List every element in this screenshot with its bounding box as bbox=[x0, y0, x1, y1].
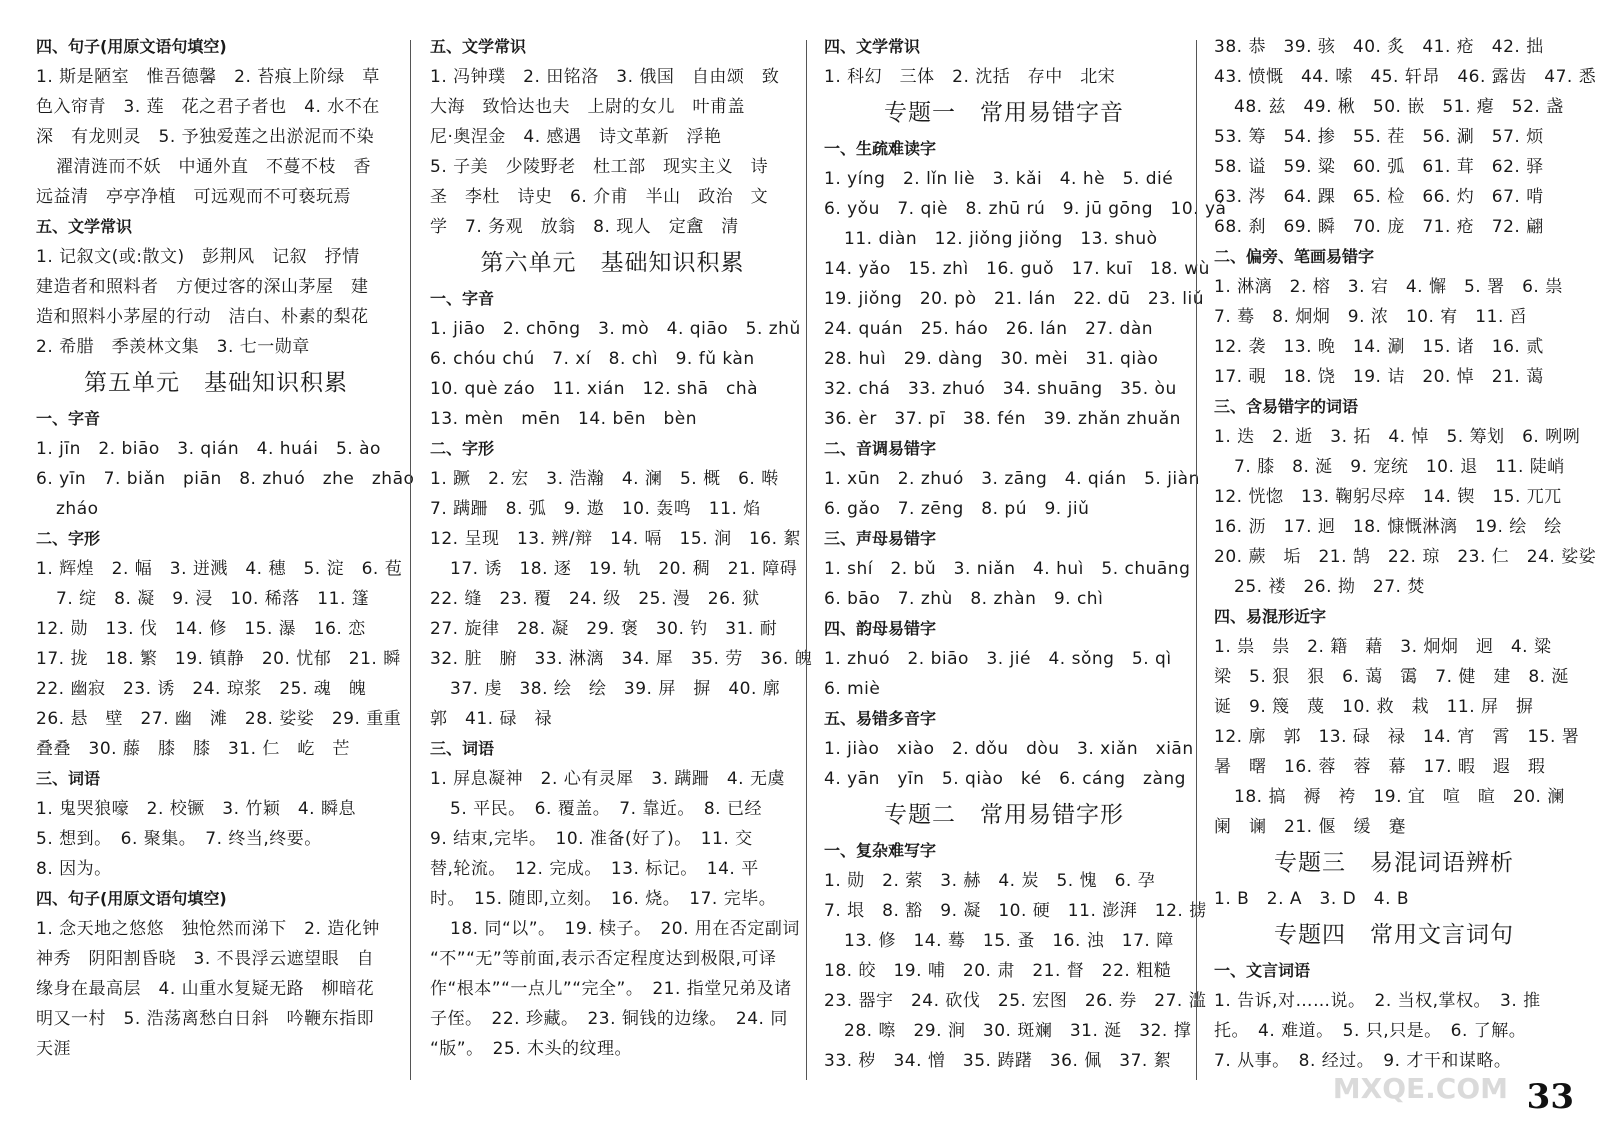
column-1 bbox=[36, 32, 415, 1064]
answer-line: 托。 4. 难道。 5. 只,只是。 6. 了解。 bbox=[1214, 1021, 1527, 1041]
answer-line: 替,轮流。 12. 完成。 13. 标记。 14. 平 bbox=[430, 859, 759, 879]
answer-line: 天涯 bbox=[36, 1039, 71, 1059]
section-heading: 三、声母易错字 bbox=[824, 529, 937, 548]
answer-line: 1. 辉煌 2. 幅 3. 迸溅 4. 穗 5. 淀 6. 苞 bbox=[36, 559, 403, 579]
answer-line: 17. 诱 18. 逐 19. 轨 20. 稠 21. 障碍 bbox=[450, 559, 798, 579]
column-divider bbox=[806, 40, 807, 1080]
answer-line: 13. mèn mēn 14. bēn bèn bbox=[430, 409, 698, 429]
answer-line: 1. 祟 祟 2. 籍 藉 3. 炯炯 迥 4. 粱 bbox=[1214, 637, 1552, 657]
section-heading: 四、易混形近字 bbox=[1214, 607, 1327, 626]
page-number: 33 bbox=[1526, 1077, 1574, 1117]
unit-title: 专题三 易混词语辨析 bbox=[1274, 850, 1514, 876]
answer-line: 7. 绽 8. 凝 9. 浸 10. 稀落 11. 篷 bbox=[56, 589, 370, 609]
answer-line: 23. 器宇 24. 砍伐 25. 宏图 26. 券 27. 滥 bbox=[824, 991, 1207, 1011]
answer-line: 神秀 阴阳割昏晓 3. 不畏浮云遮望眼 自 bbox=[36, 949, 375, 969]
answer-line: 32. 脏 腑 33. 淋漓 34. 犀 35. 劳 36. 魄 bbox=[430, 649, 813, 669]
answer-line: 深 有龙则灵 5. 予独爱莲之出淤泥而不染 bbox=[36, 127, 375, 147]
answer-line: 36. èr 37. pī 38. fén 39. zhǎn zhuǎn bbox=[824, 409, 1181, 429]
answer-line: 28. 嚓 29. 涧 30. 斑斓 31. 涎 32. 撑 bbox=[844, 1021, 1192, 1041]
answer-line: 14. yǎo 15. zhì 16. guǒ 17. kuī 18. wù bbox=[824, 259, 1210, 279]
answer-line: 梁 5. 狠 狠 6. 蔼 霭 7. 健 建 8. 涎 bbox=[1214, 667, 1569, 687]
answer-line: 58. 谥 59. 粱 60. 弧 61. 茸 62. 驿 bbox=[1214, 157, 1544, 177]
answer-line: 子侄。 22. 珍藏。 23. 铜钱的边缘。 24. 同 bbox=[430, 1009, 788, 1029]
column-divider bbox=[410, 40, 411, 1080]
section-heading: 四、句子(用原文语句填空) bbox=[36, 37, 227, 56]
answer-line: 5. 平民。 6. 覆盖。 7. 靠近。 8. 已经 bbox=[450, 799, 762, 819]
answer-line: 作“根本”“一点儿”“完全”。 21. 指堂兄弟及诸 bbox=[430, 979, 792, 999]
answer-line: 1. 勋 2. 萦 3. 赫 4. 炭 5. 愧 6. 孕 bbox=[824, 871, 1156, 891]
answer-line: 10. què záo 11. xián 12. shā chà bbox=[430, 379, 759, 399]
unit-title: 第六单元 基础知识积累 bbox=[480, 250, 745, 276]
unit-title: 第五单元 基础知识积累 bbox=[84, 370, 348, 396]
answer-line: 24. quán 25. háo 26. lán 27. dàn bbox=[824, 319, 1154, 339]
section-heading: 四、文学常识 bbox=[824, 37, 921, 56]
section-heading: 四、句子(用原文语句填空) bbox=[36, 889, 227, 908]
answer-line: 7. 蓦 8. 炯炯 9. 浓 10. 宥 11. 舀 bbox=[1214, 307, 1528, 327]
answer-line: 38. 恭 39. 骇 40. 炙 41. 疮 42. 拙 bbox=[1214, 37, 1544, 57]
answer-line: 12. 恍惚 13. 鞠躬尽瘁 14. 锲 15. 兀兀 bbox=[1214, 487, 1562, 507]
section-heading: 二、偏旁、笔画易错字 bbox=[1214, 247, 1375, 266]
answer-line: 诞 9. 篾 蔑 10. 救 栽 11. 屏 摒 bbox=[1214, 697, 1534, 717]
section-heading: 四、韵母易错字 bbox=[824, 619, 937, 638]
answer-line: 暑 曙 16. 蓉 蓉 幕 17. 暇 遐 瑕 bbox=[1214, 757, 1546, 777]
answer-line: 造和照料小茅屋的行动 洁白、朴素的梨花 bbox=[36, 307, 369, 327]
answer-line: 11. diàn 12. jiǒng jiǒng 13. shuò bbox=[844, 229, 1158, 249]
answer-line: 1. xūn 2. zhuó 3. zāng 4. qián 5. jiàn bbox=[824, 469, 1200, 489]
answer-line: 6. gǎo 7. zēng 8. pú 9. jiǔ bbox=[824, 499, 1090, 519]
answer-line: 18. 同“以”。 19. 椟子。 20. 用在否定副词 bbox=[450, 919, 800, 939]
answer-line: 1. shí 2. bǔ 3. niǎn 4. huì 5. chuāng bbox=[824, 559, 1191, 579]
answer-line: 远益清 亭亭净植 可远观而不可亵玩焉 bbox=[36, 187, 351, 207]
answer-line: 明又一村 5. 浩荡离愁白日斜 吟鞭东指即 bbox=[36, 1009, 375, 1029]
column-2 bbox=[430, 32, 813, 1064]
answer-line: zháo bbox=[56, 499, 99, 519]
answer-line: 1. 科幻 三体 2. 沈括 存中 北宋 bbox=[824, 67, 1116, 87]
answer-line: 7. 从事。 8. 经过。 9. 才干和谋略。 bbox=[1214, 1051, 1512, 1071]
answer-line: 建造者和照料者 方便过客的深山茅屋 建 bbox=[36, 277, 369, 297]
answer-line: 20. 蕨 垢 21. 鹄 22. 琼 23. 仁 24. 娑娑 bbox=[1214, 547, 1597, 567]
answer-line: 1. jiào xiào 2. dǒu dòu 3. xiǎn xiān bbox=[824, 739, 1194, 759]
answer-line: 32. chá 33. zhuó 34. shuāng 35. òu bbox=[824, 379, 1177, 399]
section-heading: 二、音调易错字 bbox=[824, 439, 937, 458]
answer-line: 阑 谰 21. 偃 缓 蹇 bbox=[1214, 817, 1406, 837]
section-heading: 三、含易错字的词语 bbox=[1214, 397, 1359, 416]
answer-line: “版”。 25. 木头的纹理。 bbox=[430, 1039, 633, 1059]
answer-line: 13. 修 14. 蓦 15. 蚤 16. 浊 17. 障 bbox=[844, 931, 1174, 951]
answer-line: 6. yǒu 7. qiè 8. zhū rú 9. jū gōng 10. yá bbox=[824, 199, 1227, 219]
answer-line: 1. 蹶 2. 宏 3. 浩瀚 4. 澜 5. 概 6. 啭 bbox=[430, 469, 779, 489]
answer-line: 12. 廓 郭 13. 碌 禄 14. 宵 霄 15. 署 bbox=[1214, 727, 1580, 747]
answer-line: 4. yān yīn 5. qiào ké 6. cáng zàng bbox=[824, 769, 1186, 789]
answer-line: 1. 迭 2. 逝 3. 拓 4. 悼 5. 筹划 6. 咧咧 bbox=[1214, 427, 1581, 447]
answer-line: 12. 呈现 13. 辨/辩 14. 嗝 15. 涧 16. 絮 bbox=[430, 529, 801, 549]
answer-line: 濯清涟而不妖 中通外直 不蔓不枝 香 bbox=[56, 157, 371, 177]
answer-line: 尼·奥涅金 4. 感遇 诗文革新 浮艳 bbox=[430, 127, 722, 147]
answer-line: 7. 垠 8. 豁 9. 凝 10. 硬 11. 澎湃 12. 掳 bbox=[824, 901, 1207, 921]
section-heading: 一、生疏难读字 bbox=[824, 139, 937, 158]
section-heading: 五、易错多音字 bbox=[824, 709, 937, 728]
answer-line: 1. 鬼哭狼嚎 2. 校镢 3. 竹颖 4. 瞬息 bbox=[36, 799, 356, 819]
section-heading: 五、文学常识 bbox=[430, 37, 527, 56]
answer-line: 16. 沥 17. 迥 18. 慷慨淋漓 19. 绘 绘 bbox=[1214, 517, 1562, 537]
section-heading: 三、词语 bbox=[36, 769, 101, 788]
column-4 bbox=[1214, 32, 1597, 1076]
answer-line: 12. 勋 13. 伐 14. 修 15. 瀑 16. 恋 bbox=[36, 619, 366, 639]
answer-line: 1. B 2. A 3. D 4. B bbox=[1214, 889, 1410, 909]
answer-line: 43. 愤慨 44. 嗦 45. 轩昂 46. 露齿 47. 悉 bbox=[1214, 67, 1597, 87]
section-heading: 一、字音 bbox=[36, 409, 101, 428]
answer-line: 1. 记叙文(或:散文) 彭荆风 记叙 抒情 bbox=[36, 247, 360, 267]
answer-line: 5. 子美 少陵野老 杜工部 现实主义 诗 bbox=[430, 157, 769, 177]
answer-line: 26. 悬 壁 27. 幽 滩 28. 娑娑 29. 重重 bbox=[36, 709, 402, 729]
answer-line: 5. 想到。 6. 聚集。 7. 终当,终要。 bbox=[36, 829, 322, 849]
answer-line: 8. 因为。 bbox=[36, 859, 112, 879]
answer-line: 1. zhuó 2. biāo 3. jié 4. sǒng 5. qì bbox=[824, 649, 1172, 669]
answer-line: 1. jīn 2. biāo 3. qián 4. huái 5. ào bbox=[36, 439, 381, 459]
answer-line: 63. 涔 64. 踝 65. 检 66. 灼 67. 啃 bbox=[1214, 187, 1544, 207]
answer-line: 7. 蹒跚 8. 弧 9. 遨 10. 轰鸣 11. 焰 bbox=[430, 499, 761, 519]
answer-line: 12. 袭 13. 晚 14. 涮 15. 诸 16. 贰 bbox=[1214, 337, 1544, 357]
answer-line: 2. 希腊 季羡林文集 3. 七一勋章 bbox=[36, 337, 310, 357]
answer-line: 圣 李杜 诗史 6. 介甫 半山 政治 文 bbox=[430, 187, 769, 207]
answer-line: 68. 刹 69. 瞬 70. 庞 71. 疮 72. 翩 bbox=[1214, 217, 1544, 237]
section-heading: 一、复杂难写字 bbox=[824, 841, 937, 860]
answer-line: 17. 覗 18. 饶 19. 诘 20. 悼 21. 蔼 bbox=[1214, 367, 1544, 387]
answer-line: 17. 拢 18. 繁 19. 镇静 20. 忧郁 21. 瞬 bbox=[36, 649, 401, 669]
section-heading: 一、字音 bbox=[430, 289, 495, 308]
answer-line: 37. 虔 38. 绘 绘 39. 屏 摒 40. 廓 bbox=[450, 679, 781, 699]
column-divider bbox=[1196, 40, 1197, 1080]
answer-line: 25. 褛 26. 拗 27. 焚 bbox=[1234, 577, 1425, 597]
answer-line: 大海 致恰达也夫 上尉的女儿 叶甫盖 bbox=[430, 97, 745, 117]
unit-title: 专题四 常用文言词句 bbox=[1274, 922, 1514, 948]
answer-line: 叠叠 30. 藤 膝 膝 31. 仁 屹 芒 bbox=[36, 739, 350, 759]
answer-line: 1. jiāo 2. chōng 3. mò 4. qiāo 5. zhǔ bbox=[430, 319, 801, 339]
answer-line: 19. jiǒng 20. pò 21. lán 22. dū 23. liǔ bbox=[824, 289, 1205, 309]
section-heading: 五、文学常识 bbox=[36, 217, 133, 236]
answer-line: 22. 幽寂 23. 诱 24. 琼浆 25. 魂 魄 bbox=[36, 679, 367, 699]
answer-line: 33. 秽 34. 憎 35. 踌躇 36. 佩 37. 絮 bbox=[824, 1051, 1172, 1071]
answer-line: 1. 斯是陋室 惟吾德馨 2. 苔痕上阶绿 草 bbox=[36, 67, 380, 87]
unit-title: 专题二 常用易错字形 bbox=[884, 802, 1124, 828]
answer-line: 色入帘青 3. 莲 花之君子者也 4. 水不在 bbox=[36, 97, 380, 117]
answer-line: “不”“无”等前面,表示否定程度达到极限,可译 bbox=[430, 949, 777, 969]
column-3 bbox=[824, 32, 1227, 1076]
section-heading: 二、字形 bbox=[430, 439, 495, 458]
answer-line: 6. bāo 7. zhù 8. zhàn 9. chì bbox=[824, 589, 1104, 609]
answer-line: 53. 筹 54. 掺 55. 茬 56. 涮 57. 烦 bbox=[1214, 127, 1544, 147]
section-heading: 一、文言词语 bbox=[1214, 961, 1311, 980]
answer-line: 9. 结束,完毕。 10. 准备(好了)。 11. 交 bbox=[430, 829, 753, 849]
section-heading: 二、字形 bbox=[36, 529, 101, 548]
answer-line: 18. 皎 19. 哺 20. 肃 21. 督 22. 粗糙 bbox=[824, 961, 1172, 981]
section-heading: 三、词语 bbox=[430, 739, 495, 758]
answer-line: 18. 搞 褥 袴 19. 宜 喧 暄 20. 澜 bbox=[1234, 787, 1565, 807]
answer-line: 1. 告诉,对……说。 2. 当权,掌权。 3. 推 bbox=[1214, 991, 1541, 1011]
answer-line: 郭 41. 碌 禄 bbox=[430, 709, 552, 729]
answer-line: 学 7. 务观 放翁 8. 现人 定盦 清 bbox=[430, 217, 739, 237]
answer-line: 1. yíng 2. lǐn liè 3. kǎi 4. hè 5. dié bbox=[824, 169, 1174, 189]
answer-line: 1. 冯钟璞 2. 田铭洛 3. 俄国 自由颂 致 bbox=[430, 67, 780, 87]
answer-line: 1. 淋漓 2. 榕 3. 宕 4. 懈 5. 署 6. 祟 bbox=[1214, 277, 1563, 297]
answer-line: 时。 15. 随即,立刻。 16. 烧。 17. 完毕。 bbox=[430, 889, 777, 909]
watermark: MXQE.COM bbox=[1332, 1072, 1508, 1105]
answer-line: 7. 膝 8. 涎 9. 宠统 10. 退 11. 陡峭 bbox=[1234, 457, 1565, 477]
answer-line: 1. 屏息凝神 2. 心有灵犀 3. 蹒跚 4. 无虞 bbox=[430, 769, 785, 789]
answer-line: 1. 念天地之悠悠 独怆然而涕下 2. 造化钟 bbox=[36, 919, 380, 939]
answer-line: 6. miè bbox=[824, 679, 881, 699]
answer-line: 6. chóu chú 7. xí 8. chì 9. fǔ kàn bbox=[430, 349, 755, 369]
unit-title: 专题一 常用易错字音 bbox=[884, 100, 1124, 126]
answer-line: 6. yīn 7. biǎn piān 8. zhuó zhe zhāo bbox=[36, 469, 415, 489]
answer-line: 缘身在最高层 4. 山重水复疑无路 柳暗花 bbox=[36, 979, 375, 999]
answer-line: 22. 缝 23. 覆 24. 级 25. 漫 26. 狱 bbox=[430, 589, 760, 609]
answer-line: 27. 旋律 28. 凝 29. 褒 30. 钓 31. 耐 bbox=[430, 619, 778, 639]
answer-line: 48. 兹 49. 楸 50. 嵌 51. 瘪 52. 盏 bbox=[1234, 97, 1564, 117]
answer-line: 28. huì 29. dàng 30. mèi 31. qiào bbox=[824, 349, 1159, 369]
